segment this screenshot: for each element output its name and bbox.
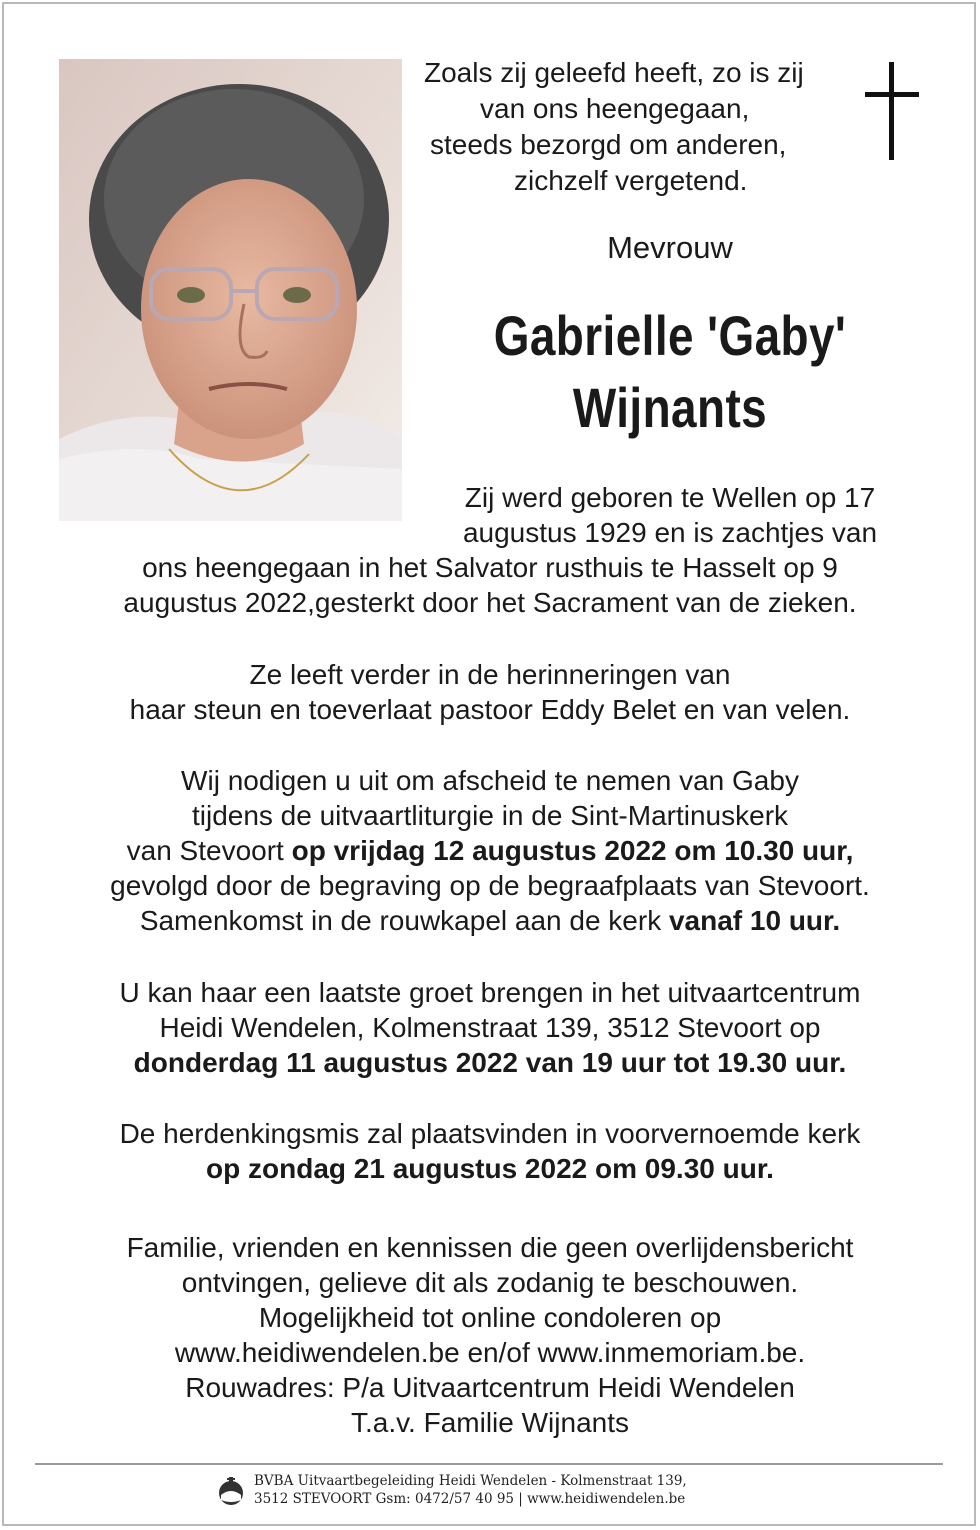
funeral-line [40,903,940,938]
funeral-date: op vrijdag 12 augustus 2022 om 10.30 uur, [291,835,854,866]
funeral-home-logo-icon [216,1473,246,1507]
footer [216,1470,776,1512]
funeral-line: tijdens de uitvaartliturgie in de Sint-Martinuskerk [191,800,789,831]
birth-line: Zij werd geboren te Wellen op 17 [464,482,876,513]
visit-line: Heidi Wendelen, Kolmenstraat 139, 3512 Stevoort op [159,1012,821,1043]
footer-line: 3512 STEVOORT Gsm: 0472/57 40 95 | www.heidiwendelen.be [254,1491,686,1507]
footer-text [254,1472,687,1508]
funeral-line: gevolgd door de begraving op de begraafplaats van Stevoort. [110,870,870,901]
portrait-photo [59,59,402,521]
mass-date: op zondag 21 augustus 2022 om 09.30 uur. [206,1153,774,1184]
name-line-first: Gabrielle 'Gaby' [493,304,847,367]
footer-line: BVBA Uitvaartbegeleiding Heidi Wendelen - Kolmenstraat 139, [254,1473,687,1489]
funeral-paragraph [40,763,940,938]
birth-line: augustus 1929 en is zachtjes van [462,517,878,548]
memory-paragraph [40,657,940,727]
closing-line: Mogelijkheid tot online condoleren op [258,1302,722,1333]
mass-line: De herdenkingsmis zal plaatsvinden in voorvernoemde kerk [119,1118,861,1149]
funeral-line: Wij nodigen u uit om afscheid te nemen van Gaby [181,765,799,796]
visit-paragraph [40,975,940,1080]
poem-line: van ons heengegaan, [480,93,750,124]
birth-line: ons heengegaan in het Salvator rusthuis te Hasselt op 9 [142,552,838,583]
funeral-line [40,833,940,868]
birth-paragraph-top [410,480,930,550]
closing-line: Rouwadres: P/a Uitvaartcentrum Heidi Wendelen [185,1372,795,1403]
closing-line: ontvingen, gelieve dit als zodanig te beschouwen. [181,1267,799,1298]
mass-paragraph [40,1116,940,1186]
closing-line: www.heidiwendelen.be en/of www.inmemoriam.be. [174,1337,806,1368]
closing-line: Familie, vrienden en kennissen die geen overlijdensbericht [126,1232,854,1263]
mass-line [40,1151,940,1186]
memory-line: haar steun en toeverlaat pastoor Eddy Belet en van velen. [129,694,851,725]
poem-line: Zoals zij geleefd heeft, zo is zij [424,57,804,88]
birth-line: augustus 2022,gesterkt door het Sacrament van de zieken. [123,587,857,618]
funeral-place: van Stevoort [126,835,292,866]
poem-line: steeds bezorgd om anderen, [430,129,787,160]
birth-paragraph-bottom [40,550,940,620]
honorific-title: Mevrouw [607,230,733,265]
cross-icon [862,62,922,160]
visit-line: U kan haar een laatste groet brengen in het uitvaartcentrum [119,977,861,1008]
footer-divider [35,1463,943,1465]
visit-line [40,1045,940,1080]
closing-line: T.a.v. Familie Wijnants [351,1407,629,1438]
gathering-time: vanaf 10 uur. [668,905,841,936]
poem-line: zichzelf vergetend. [514,165,748,196]
deceased-name [457,300,883,444]
name-line-last: Wijnants [572,376,768,439]
gathering-text: Samenkomst in de rouwkapel aan de kerk [139,905,669,936]
visit-date: donderdag 11 augustus 2022 van 19 uur tot 19.30 uur. [133,1047,847,1078]
memory-line: Ze leeft verder in de herinneringen van [249,659,731,690]
poem [410,55,850,199]
closing-paragraph [40,1230,940,1440]
